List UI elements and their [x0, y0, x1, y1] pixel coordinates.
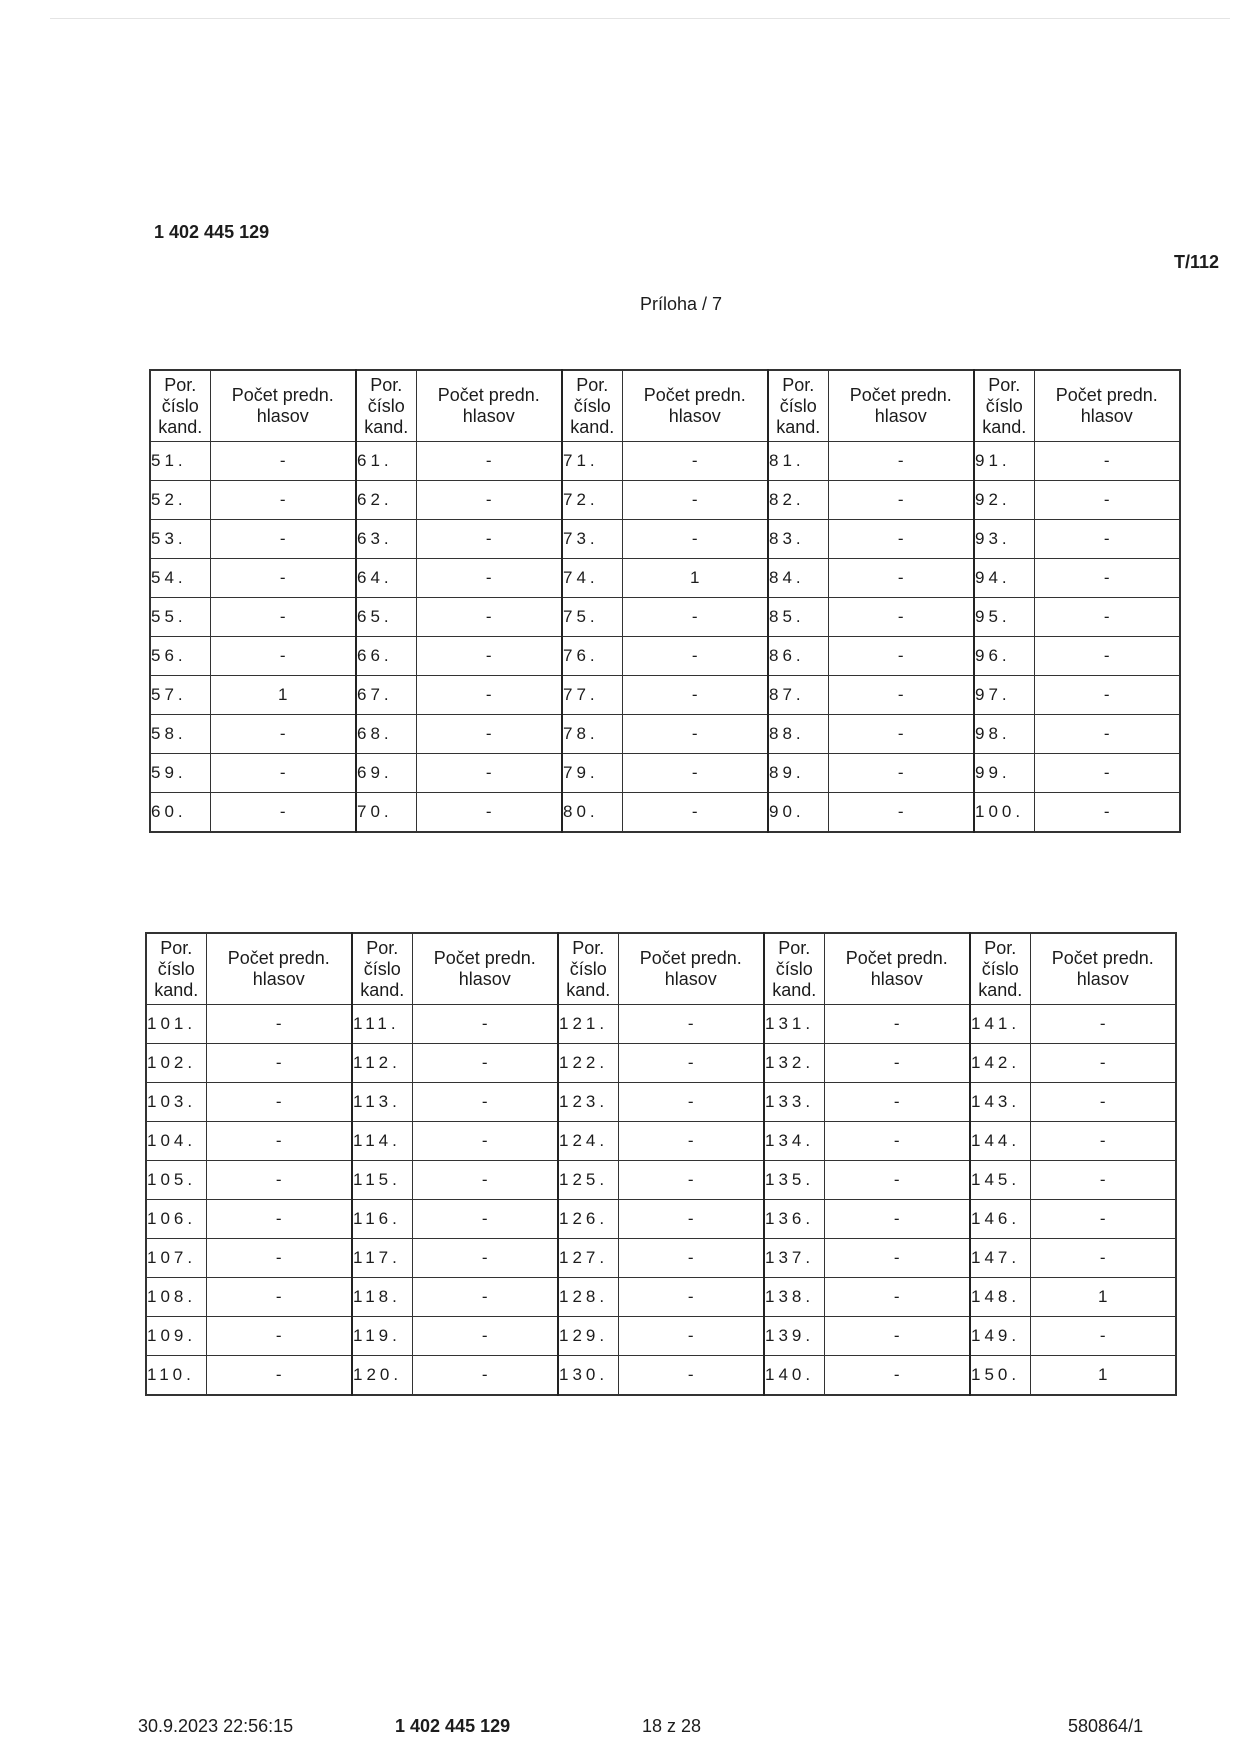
table-row	[146, 1278, 1176, 1317]
votes-table-1	[149, 369, 1181, 833]
header-preferential-votes: Počet predn. hlasov	[412, 933, 558, 1005]
candidate-number-cell: 119.	[352, 1317, 412, 1356]
vote-count-cell: -	[828, 637, 974, 676]
vote-count-cell: -	[622, 637, 768, 676]
candidate-number-cell: 107.	[146, 1239, 206, 1278]
candidate-number-cell: 110.	[146, 1356, 206, 1396]
vote-count-cell: -	[210, 793, 356, 833]
vote-count-cell: 1	[210, 676, 356, 715]
vote-count-cell: -	[828, 793, 974, 833]
candidate-number-cell: 69.	[356, 754, 416, 793]
candidate-number-cell: 51.	[150, 442, 210, 481]
vote-count-cell: -	[416, 559, 562, 598]
candidate-number-cell: 113.	[352, 1083, 412, 1122]
vote-count-cell: -	[412, 1239, 558, 1278]
table-row	[150, 559, 1180, 598]
candidate-number-cell: 140.	[764, 1356, 824, 1396]
vote-count-cell: -	[622, 481, 768, 520]
vote-count-cell: -	[416, 715, 562, 754]
vote-count-cell: -	[210, 715, 356, 754]
vote-count-cell: -	[1030, 1239, 1176, 1278]
footer-timestamp: 30.9.2023 22:56:15	[138, 1716, 294, 1736]
candidate-number-cell: 118.	[352, 1278, 412, 1317]
candidate-number-cell: 57.	[150, 676, 210, 715]
table-row	[150, 793, 1180, 833]
header-candidate-number: Por. číslo kand.	[150, 370, 210, 442]
vote-count-cell: -	[412, 1356, 558, 1396]
vote-count-cell: -	[824, 1044, 970, 1083]
candidate-number-cell: 122.	[558, 1044, 618, 1083]
vote-count-cell: -	[1030, 1317, 1176, 1356]
table-row	[150, 637, 1180, 676]
header-candidate-number: Por. číslo kand.	[558, 933, 618, 1005]
vote-count-cell: -	[206, 1044, 352, 1083]
vote-count-cell: -	[412, 1005, 558, 1044]
table-row	[146, 1005, 1176, 1044]
table-row	[146, 1161, 1176, 1200]
candidate-number-cell: 121.	[558, 1005, 618, 1044]
candidate-number-cell: 104.	[146, 1122, 206, 1161]
candidate-number-cell: 147.	[970, 1239, 1030, 1278]
vote-count-cell: -	[828, 559, 974, 598]
candidate-number-cell: 135.	[764, 1161, 824, 1200]
candidate-number-cell: 127.	[558, 1239, 618, 1278]
document-id: 1 402 445 129	[154, 222, 270, 242]
candidate-number-cell: 79.	[562, 754, 622, 793]
vote-count-cell: 1	[1030, 1278, 1176, 1317]
candidate-number-cell: 72.	[562, 481, 622, 520]
candidate-number-cell: 54.	[150, 559, 210, 598]
candidate-number-cell: 100.	[974, 793, 1034, 833]
header-preferential-votes: Počet predn. hlasov	[206, 933, 352, 1005]
vote-count-cell: -	[824, 1239, 970, 1278]
table-row	[150, 598, 1180, 637]
vote-count-cell: -	[412, 1044, 558, 1083]
vote-count-cell: -	[206, 1005, 352, 1044]
vote-count-cell: -	[412, 1278, 558, 1317]
candidate-number-cell: 95.	[974, 598, 1034, 637]
vote-count-cell: -	[412, 1317, 558, 1356]
table-row	[146, 1356, 1176, 1396]
vote-count-cell: -	[206, 1200, 352, 1239]
candidate-number-cell: 88.	[768, 715, 828, 754]
header-candidate-number: Por. číslo kand.	[970, 933, 1030, 1005]
candidate-number-cell: 125.	[558, 1161, 618, 1200]
candidate-number-cell: 92.	[974, 481, 1034, 520]
candidate-number-cell: 128.	[558, 1278, 618, 1317]
header-preferential-votes: Počet predn. hlasov	[824, 933, 970, 1005]
footer-page-number: 18 z 28	[642, 1716, 702, 1736]
vote-count-cell: -	[828, 520, 974, 559]
table-row	[150, 715, 1180, 754]
candidate-number-cell: 93.	[974, 520, 1034, 559]
header-preferential-votes: Počet predn. hlasov	[618, 933, 764, 1005]
table-row	[146, 1122, 1176, 1161]
table-row	[146, 1317, 1176, 1356]
vote-count-cell: 1	[622, 559, 768, 598]
candidate-number-cell: 94.	[974, 559, 1034, 598]
candidate-number-cell: 86.	[768, 637, 828, 676]
candidate-number-cell: 133.	[764, 1083, 824, 1122]
candidate-number-cell: 91.	[974, 442, 1034, 481]
header-candidate-number: Por. číslo kand.	[768, 370, 828, 442]
vote-count-cell: -	[1030, 1005, 1176, 1044]
candidate-number-cell: 130.	[558, 1356, 618, 1396]
candidate-number-cell: 74.	[562, 559, 622, 598]
candidate-number-cell: 52.	[150, 481, 210, 520]
vote-count-cell: -	[1030, 1083, 1176, 1122]
vote-count-cell: -	[1034, 793, 1180, 833]
candidate-number-cell: 148.	[970, 1278, 1030, 1317]
footer-document-id: 1 402 445 129	[395, 1716, 511, 1736]
header-candidate-number: Por. číslo kand.	[146, 933, 206, 1005]
header-preferential-votes: Počet predn. hlasov	[416, 370, 562, 442]
header-preferential-votes: Počet predn. hlasov	[1034, 370, 1180, 442]
vote-count-cell: -	[622, 793, 768, 833]
candidate-number-cell: 56.	[150, 637, 210, 676]
vote-count-cell: -	[622, 754, 768, 793]
vote-count-cell: -	[1034, 442, 1180, 481]
vote-count-cell: -	[622, 715, 768, 754]
candidate-number-cell: 150.	[970, 1356, 1030, 1396]
candidate-number-cell: 61.	[356, 442, 416, 481]
vote-count-cell: -	[618, 1044, 764, 1083]
vote-count-cell: -	[416, 598, 562, 637]
candidate-number-cell: 141.	[970, 1005, 1030, 1044]
candidate-number-cell: 85.	[768, 598, 828, 637]
vote-count-cell: -	[1034, 715, 1180, 754]
candidate-number-cell: 90.	[768, 793, 828, 833]
vote-count-cell: -	[416, 520, 562, 559]
candidate-number-cell: 78.	[562, 715, 622, 754]
vote-count-cell: -	[1030, 1200, 1176, 1239]
footer-code: 580864/1	[1068, 1716, 1144, 1736]
candidate-number-cell: 138.	[764, 1278, 824, 1317]
candidate-number-cell: 109.	[146, 1317, 206, 1356]
vote-count-cell: -	[416, 754, 562, 793]
table-row	[146, 1200, 1176, 1239]
candidate-number-cell: 76.	[562, 637, 622, 676]
vote-count-cell: -	[618, 1200, 764, 1239]
vote-count-cell: -	[416, 793, 562, 833]
header-candidate-number: Por. číslo kand.	[356, 370, 416, 442]
candidate-number-cell: 120.	[352, 1356, 412, 1396]
vote-count-cell: -	[1034, 520, 1180, 559]
table-row	[150, 442, 1180, 481]
candidate-number-cell: 111.	[352, 1005, 412, 1044]
header-preferential-votes: Počet predn. hlasov	[210, 370, 356, 442]
vote-count-cell: 1	[1030, 1356, 1176, 1396]
candidate-number-cell: 53.	[150, 520, 210, 559]
vote-count-cell: -	[210, 442, 356, 481]
header-candidate-number: Por. číslo kand.	[562, 370, 622, 442]
candidate-number-cell: 87.	[768, 676, 828, 715]
page-code: T/112	[1173, 252, 1219, 272]
vote-count-cell: -	[412, 1161, 558, 1200]
candidate-number-cell: 80.	[562, 793, 622, 833]
candidate-number-cell: 137.	[764, 1239, 824, 1278]
candidate-number-cell: 144.	[970, 1122, 1030, 1161]
candidate-number-cell: 83.	[768, 520, 828, 559]
vote-count-cell: -	[824, 1356, 970, 1396]
candidate-number-cell: 81.	[768, 442, 828, 481]
vote-count-cell: -	[210, 559, 356, 598]
vote-count-cell: -	[824, 1278, 970, 1317]
vote-count-cell: -	[1034, 676, 1180, 715]
candidate-number-cell: 98.	[974, 715, 1034, 754]
vote-count-cell: -	[416, 442, 562, 481]
votes-table-2	[145, 932, 1177, 1396]
candidate-number-cell: 139.	[764, 1317, 824, 1356]
candidate-number-cell: 96.	[974, 637, 1034, 676]
vote-count-cell: -	[206, 1083, 352, 1122]
candidate-number-cell: 71.	[562, 442, 622, 481]
candidate-number-cell: 55.	[150, 598, 210, 637]
table-row	[150, 481, 1180, 520]
candidate-number-cell: 143.	[970, 1083, 1030, 1122]
candidate-number-cell: 124.	[558, 1122, 618, 1161]
candidate-number-cell: 131.	[764, 1005, 824, 1044]
candidate-number-cell: 106.	[146, 1200, 206, 1239]
vote-count-cell: -	[824, 1083, 970, 1122]
vote-count-cell: -	[412, 1083, 558, 1122]
header-preferential-votes: Počet predn. hlasov	[1030, 933, 1176, 1005]
table-header-row	[150, 370, 1180, 442]
candidate-number-cell: 73.	[562, 520, 622, 559]
candidate-number-cell: 129.	[558, 1317, 618, 1356]
table-header-row	[146, 933, 1176, 1005]
candidate-number-cell: 59.	[150, 754, 210, 793]
candidate-number-cell: 116.	[352, 1200, 412, 1239]
candidate-number-cell: 62.	[356, 481, 416, 520]
candidate-number-cell: 70.	[356, 793, 416, 833]
table-row	[150, 520, 1180, 559]
candidate-number-cell: 63.	[356, 520, 416, 559]
header-candidate-number: Por. číslo kand.	[352, 933, 412, 1005]
vote-count-cell: -	[1034, 481, 1180, 520]
vote-count-cell: -	[622, 520, 768, 559]
vote-count-cell: -	[416, 637, 562, 676]
vote-count-cell: -	[210, 481, 356, 520]
candidate-number-cell: 60.	[150, 793, 210, 833]
candidate-number-cell: 64.	[356, 559, 416, 598]
vote-count-cell: -	[412, 1200, 558, 1239]
vote-count-cell: -	[828, 754, 974, 793]
vote-count-cell: -	[618, 1161, 764, 1200]
candidate-number-cell: 82.	[768, 481, 828, 520]
candidate-number-cell: 114.	[352, 1122, 412, 1161]
table-row	[146, 1239, 1176, 1278]
candidate-number-cell: 126.	[558, 1200, 618, 1239]
scan-edge-line	[50, 18, 1230, 19]
table-row	[150, 676, 1180, 715]
vote-count-cell: -	[1034, 754, 1180, 793]
candidate-number-cell: 84.	[768, 559, 828, 598]
candidate-number-cell: 136.	[764, 1200, 824, 1239]
vote-count-cell: -	[828, 481, 974, 520]
vote-count-cell: -	[416, 481, 562, 520]
candidate-number-cell: 142.	[970, 1044, 1030, 1083]
vote-count-cell: -	[206, 1122, 352, 1161]
vote-count-cell: -	[618, 1005, 764, 1044]
candidate-number-cell: 134.	[764, 1122, 824, 1161]
candidate-number-cell: 112.	[352, 1044, 412, 1083]
vote-count-cell: -	[206, 1317, 352, 1356]
header-candidate-number: Por. číslo kand.	[764, 933, 824, 1005]
table-row	[146, 1083, 1176, 1122]
vote-count-cell: -	[1030, 1161, 1176, 1200]
vote-count-cell: -	[824, 1005, 970, 1044]
vote-count-cell: -	[206, 1161, 352, 1200]
vote-count-cell: -	[206, 1239, 352, 1278]
table-row	[146, 1044, 1176, 1083]
vote-count-cell: -	[824, 1122, 970, 1161]
candidate-number-cell: 145.	[970, 1161, 1030, 1200]
candidate-number-cell: 66.	[356, 637, 416, 676]
candidate-number-cell: 58.	[150, 715, 210, 754]
vote-count-cell: -	[1030, 1044, 1176, 1083]
table-row	[150, 754, 1180, 793]
vote-count-cell: -	[828, 715, 974, 754]
candidate-number-cell: 149.	[970, 1317, 1030, 1356]
vote-count-cell: -	[210, 754, 356, 793]
vote-count-cell: -	[1030, 1122, 1176, 1161]
candidate-number-cell: 123.	[558, 1083, 618, 1122]
vote-count-cell: -	[206, 1356, 352, 1396]
vote-count-cell: -	[824, 1200, 970, 1239]
vote-count-cell: -	[824, 1161, 970, 1200]
vote-count-cell: -	[824, 1317, 970, 1356]
candidate-number-cell: 75.	[562, 598, 622, 637]
candidate-number-cell: 108.	[146, 1278, 206, 1317]
candidate-number-cell: 117.	[352, 1239, 412, 1278]
candidate-number-cell: 65.	[356, 598, 416, 637]
vote-count-cell: -	[618, 1356, 764, 1396]
vote-count-cell: -	[622, 442, 768, 481]
vote-count-cell: -	[416, 676, 562, 715]
vote-count-cell: -	[618, 1239, 764, 1278]
vote-count-cell: -	[618, 1317, 764, 1356]
annex-title: Príloha / 7	[640, 294, 723, 314]
candidate-number-cell: 105.	[146, 1161, 206, 1200]
vote-count-cell: -	[210, 598, 356, 637]
header-preferential-votes: Počet predn. hlasov	[622, 370, 768, 442]
candidate-number-cell: 115.	[352, 1161, 412, 1200]
vote-count-cell: -	[618, 1122, 764, 1161]
header-preferential-votes: Počet predn. hlasov	[828, 370, 974, 442]
vote-count-cell: -	[1034, 598, 1180, 637]
vote-count-cell: -	[210, 520, 356, 559]
vote-count-cell: -	[828, 676, 974, 715]
vote-count-cell: -	[622, 598, 768, 637]
vote-count-cell: -	[828, 442, 974, 481]
candidate-number-cell: 102.	[146, 1044, 206, 1083]
header-candidate-number: Por. číslo kand.	[974, 370, 1034, 442]
vote-count-cell: -	[622, 676, 768, 715]
vote-count-cell: -	[412, 1122, 558, 1161]
vote-count-cell: -	[206, 1278, 352, 1317]
candidate-number-cell: 103.	[146, 1083, 206, 1122]
vote-count-cell: -	[618, 1083, 764, 1122]
vote-count-cell: -	[210, 637, 356, 676]
candidate-number-cell: 101.	[146, 1005, 206, 1044]
vote-count-cell: -	[1034, 637, 1180, 676]
candidate-number-cell: 97.	[974, 676, 1034, 715]
candidate-number-cell: 89.	[768, 754, 828, 793]
candidate-number-cell: 68.	[356, 715, 416, 754]
candidate-number-cell: 77.	[562, 676, 622, 715]
candidate-number-cell: 132.	[764, 1044, 824, 1083]
vote-count-cell: -	[828, 598, 974, 637]
vote-count-cell: -	[618, 1278, 764, 1317]
candidate-number-cell: 67.	[356, 676, 416, 715]
candidate-number-cell: 146.	[970, 1200, 1030, 1239]
candidate-number-cell: 99.	[974, 754, 1034, 793]
vote-count-cell: -	[1034, 559, 1180, 598]
